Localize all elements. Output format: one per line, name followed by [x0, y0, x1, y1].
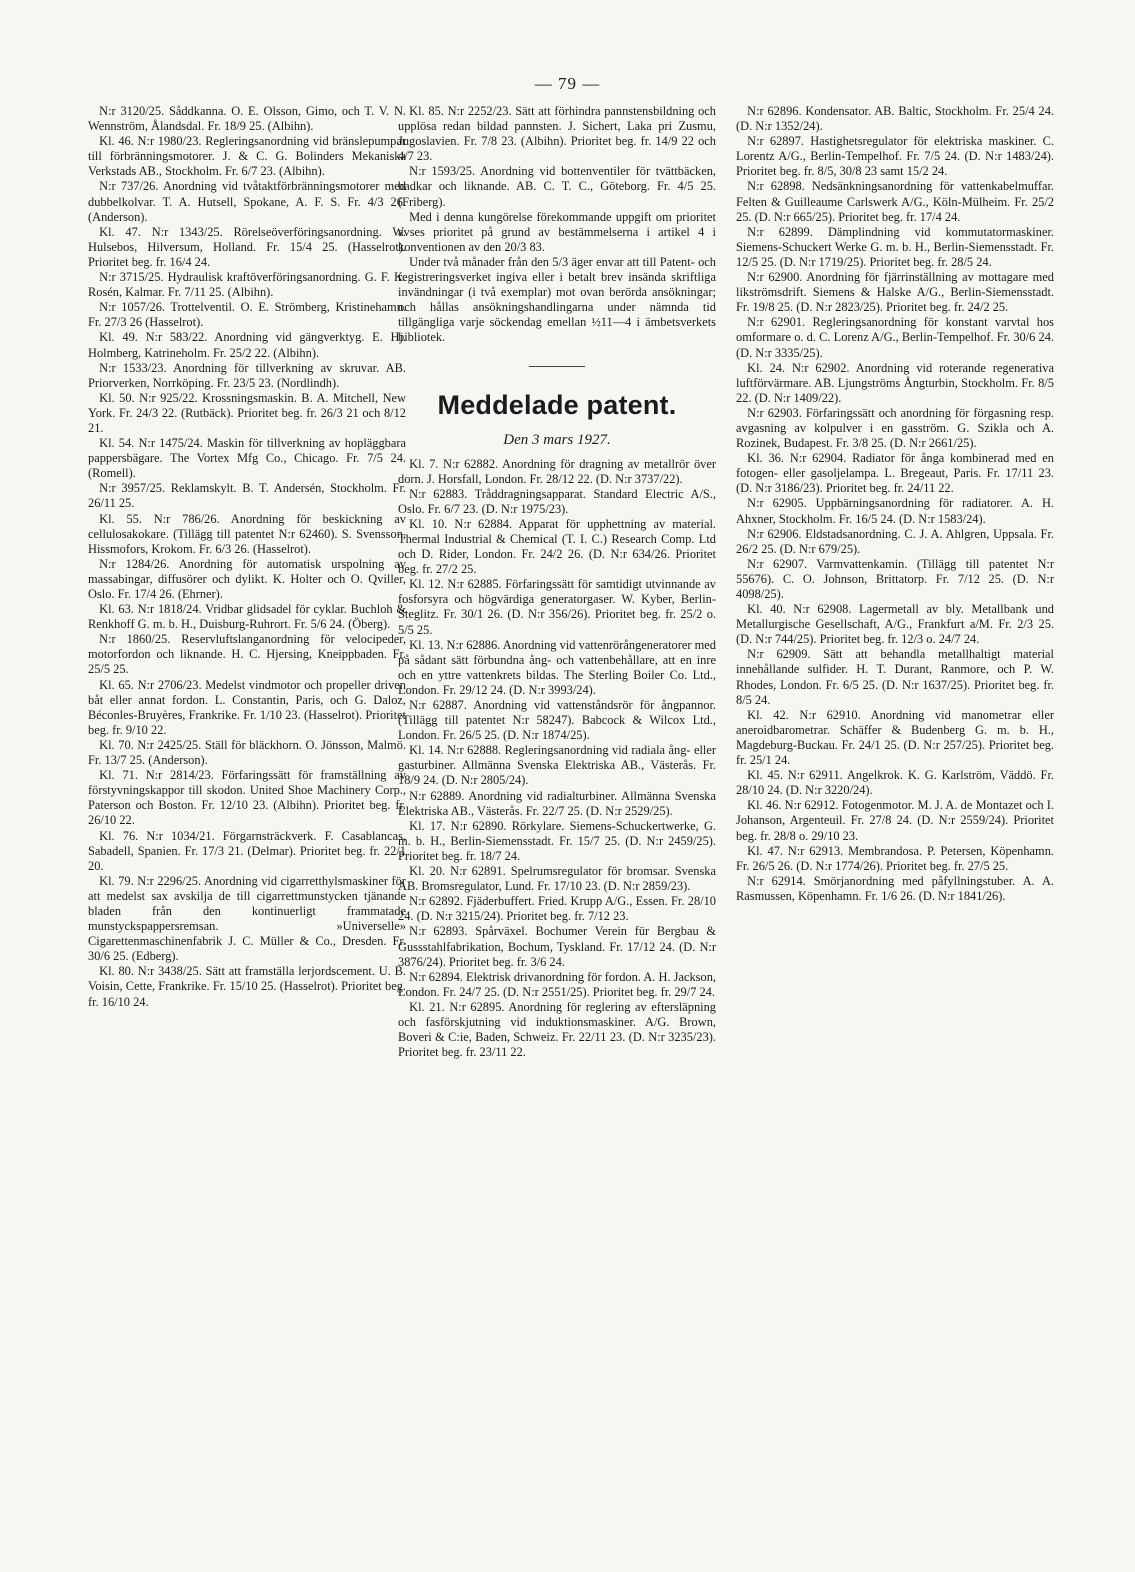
entry: Kl. 46. N:r 1980/23. Regleringsanordning vid bränslepumpar till förbränningsmotorer. J. & C. G. Bolinders Mekaniska Verkstads AB., Stockholm. Fr. 6/7 23. (Albihn). — [88, 134, 406, 179]
patent-entry: Kl. 24. N:r 62902. Anordning vid roterande regenerativa luftförvärmare. AB. Ljungströms Ångturbin, Stockholm. Fr. 8/5 22. (D. N:r 1409/22). — [736, 360, 1054, 405]
patent-entry: Kl. 47. N:r 62913. Membrandosa. P. Petersen, Köpenhamn. Fr. 26/5 26. (D. N:r 1774/26). Prioritet beg. fr. 27/5 25. — [736, 843, 1054, 873]
section-divider — [529, 366, 585, 367]
patent-entry: Kl. 14. N:r 62888. Regleringsanordning vid radiala ång- eller gasturbiner. Allmänna Svenska Elektriska AB., Västerås. Fr. 18/9 24. (D. N:r 2805/24). — [398, 743, 716, 788]
patent-entry: Kl. 20. N:r 62891. Spelrumsregulator för bromsar. Svenska AB. Bromsregulator, Lund. Fr. 17/10 23. (D. N:r 2859/23). — [398, 864, 716, 894]
entry: Kl. 85. N:r 2252/23. Sätt att förhindra pannstensbildning och upplösa redan bildad pannsten. J. Sichert, Laka pri Zusmu, Jugoslavien. Fr. 7/8 23. (Albihn). Prioritet beg. fr. 14/9 22 och 4/7 23. — [398, 104, 716, 164]
patent-entry: N:r 62893. Spårväxel. Bochumer Verein für Bergbau & Gussstahlfabrikation, Bochum, Tyskland. Fr. 17/12 24. (D. N:r 3876/24). Prioritet beg. fr. 3/6 24. — [398, 924, 716, 969]
entry: N:r 737/26. Anordning vid tvåtaktförbränningsmotorer med dubbelkolvar. T. A. Hutsell, Spokane, A. F. S. Fr. 4/3 26. (Anderson). — [88, 179, 406, 224]
entry: N:r 1284/26. Anordning för automatisk urspolning av massabingar, diffusörer och dylikt. K. Holter och O. Qviller, Oslo. Fr. 17/4 26. (Ehrner). — [88, 556, 406, 601]
entry: Kl. 63. N:r 1818/24. Vridbar glidsadel för cyklar. Buchloh & Renkhoff G. m. b. H., Duisburg-Ruhrort. Fr. 5/6 24. (Öberg). — [88, 602, 406, 632]
patent-entry: N:r 62909. Sätt att behandla metallhaltigt material innehållande sulfider. H. T. Durant, Ranmore, och P. W. Rhodes, London. Fr. 6/5 25. (D. N:r 1637/25). Prioritet beg. fr. 8/5 24. — [736, 647, 1054, 707]
section-date: Den 3 mars 1927. — [503, 431, 611, 448]
column-middle — [398, 104, 716, 1060]
patent-entry: N:r 62889. Anordning vid radialturbiner. Allmänna Svenska Elektriska AB., Västerås. Fr. 22/7 25. (D. N:r 2529/25). — [398, 788, 716, 818]
entry: Kl. 49. N:r 583/22. Anordning vid gängverktyg. E. Hj. Holmberg, Katrineholm. Fr. 25/2 22. (Albihn). — [88, 330, 406, 360]
notice-priority: Med i denna kungörelse förekommande uppgift om prioritet avses prioritet på grund av bestämmelserna i artikel 4 i konventionen av den 20/3 83. — [398, 209, 716, 254]
patent-entry: N:r 62898. Nedsänkningsanordning för vattenkabelmuffar. Felten & Guilleaume Carlswerk A/G., Köln-Mülheim. Fr. 25/2 25. (D. N:r 665/25). Prioritet beg. fr. 17/4 24. — [736, 179, 1054, 224]
patent-entry: N:r 62903. Förfaringssätt och anordning för förgasning resp. avgasning av kolpulver i en gasström. G. Szikla och A. Rozinek, Budapest. Fr. 3/8 25. (D. N:r 2661/25). — [736, 405, 1054, 451]
entry: Kl. 65. N:r 2706/23. Medelst vindmotor och propeller driven båt eller annat fordon. L. Constantin, Paris, och G. Daloz, Béconles-Bruyères, Frankrike. Fr. 1/10 23. (Hasselrot). Prioritet beg. fr. 9/10 22. — [88, 677, 406, 737]
patent-entry: N:r 62901. Regleringsanordning för konstant varvtal hos omformare o. d. C. Lorenz A/G., Berlin-Tempelhof. Fr. 30/6 24. (D. N:r 3335/25). — [736, 315, 1054, 360]
entry: Kl. 79. N:r 2296/25. Anordning vid cigarretthylsmaskiner för att medelst sax avskilja de till cigarrettmunstycken tjänande bladen från den kontinuerligt frammatade munstyckspappersremsan. »Universelle» Cigarettenmaschinenfabrik J. C. Müller & Co., Dresden. Fr. 30/6 25. (Edberg). — [88, 873, 406, 964]
patent-entry: N:r 62883. Tråddragningsapparat. Standard Electric A/S., Oslo. Fr. 6/7 23. (D. N:r 1975/23). — [398, 486, 716, 516]
patent-entry: Kl. 21. N:r 62895. Anordning för reglering av eftersläpning och fasförskjutning vid induktionsmaskiner. A/G. Brown, Boveri & C:ie, Baden, Schweiz. Fr. 22/11 23. (D. N:r 3235/23). Prioritet beg. fr. 23/11 22. — [398, 999, 716, 1060]
patent-entry: N:r 62892. Fjäderbuffert. Fried. Krupp A/G., Essen. Fr. 28/10 24. (D. N:r 3215/24). Prioritet beg. fr. 7/12 23. — [398, 894, 716, 924]
entry: Kl. 70. N:r 2425/25. Ställ för bläckhorn. O. Jönsson, Malmö. Fr. 13/7 25. (Anderson). — [88, 737, 406, 768]
patent-entry: N:r 62896. Kondensator. AB. Baltic, Stockholm. Fr. 25/4 24. (D. N:r 1352/24). — [736, 104, 1054, 134]
section-title: Meddelade patent. — [437, 389, 677, 420]
entry: N:r 1593/25. Anordning vid bottenventiler för tvättbäcken, badkar och liknande. AB. C. T. C., Göteborg. Fr. 4/5 25. (Friberg). — [398, 164, 716, 209]
patent-entry: N:r 62914. Smörjanordning med påfyllningstuber. A. A. Rasmussen, Köpenhamn. Fr. 1/6 26. (D. N:r 1841/26). — [736, 873, 1054, 903]
patent-entry: N:r 62899. Dämplindning vid kommutatormaskiner. Siemens-Schuckert Werke G. m. b. H., Berlin-Siemensstadt. Fr. 12/5 25. (D. N:r 1719/25). Prioritet beg. fr. 28/5 24. — [736, 224, 1054, 269]
patent-entry: N:r 62900. Anordning för fjärrinställning av mottagare med likströmsdrift. Siemens & Halske A/G., Berlin-Siemensstadt. Fr. 19/8 25. (D. N:r 2823/25). Prioritet beg. fr. 24/2 25. — [736, 270, 1054, 315]
column-left — [88, 104, 406, 1010]
patent-entry: Kl. 13. N:r 62886. Anordning vid vattenrörångeneratorer med på sådant sätt förbundna ång- och vattenbehållare, att en inre och en yttre vattenkrets bildas. The Sterling Boiler Co. Ltd., London. Fr. 29/12 24. (D. N:r 3993/24). — [398, 637, 716, 697]
entry: Kl. 47. N:r 1343/25. Rörelseöverföringsanordning. W. Hulsebos, Hilversum, Holland. Fr. 15/4 25. (Hasselrot). Prioritet beg. fr. 16/4 24. — [88, 224, 406, 269]
notice-objections: Under två månader från den 5/3 äger envar att till Patent- och registreringsverket ingiva eller i betalt brev insända skriftliga invändningar (i två exemplar) mot ovan berörda ansökningar; och hållas ansökningshandlingarna under nämnda tid tillgängliga varje söckendag emellan ½11—4 i ämbetsverkets bibliotek. — [398, 254, 716, 345]
patent-entry: N:r 62907. Varmvattenkamin. (Tillägg till patentet N:r 55676). C. O. Johnson, Brittatorp. Fr. 7/12 25. (D. N:r 4098/25). — [736, 556, 1054, 601]
entry: Kl. 76. N:r 1034/21. Förgarnsträckverk. F. Casablancas, Sabadell, Spanien. Fr. 17/3 21. (Delmar). Prioritet beg. fr. 22/1 20. — [88, 828, 406, 873]
entry: N:r 1533/23. Anordning för tillverkning av skruvar. AB. Priorverken, Norrköping. Fr. 23/5 23. (Nordlindh). — [88, 360, 406, 390]
page-number: — 79 — — [534, 74, 601, 93]
entry: Kl. 55. N:r 786/26. Anordning för beskickning av cellulosakokare. (Tillägg till patentet N:r 62460). S. Svensson, Hissmofors, Krokom. Fr. 6/3 26. (Hasselrot). — [88, 511, 406, 556]
patent-entry: Kl. 46. N:r 62912. Fotogenmotor. M. J. A. de Montazet och I. Johanson, Argenteuil. Fr. 27/8 24. (D. N:r 2559/24). Prioritet beg. fr. 28/8 o. 29/10 23. — [736, 798, 1054, 843]
patent-entry: Kl. 36. N:r 62904. Radiator för ånga kombinerad med en fotogen- eller gasoljelampa. L. Bregeaut, Paris. Fr. 17/11 23. (D. N:r 3186/23). Prioritet beg. fr. 24/11 22. — [736, 451, 1054, 496]
entry: Kl. 71. N:r 2814/23. Förfaringssätt för framställning av förstyvningskappor till skodon. United Shoe Machinery Corp., Paterson och Boston. Fr. 12/10 23. (Albihn). Prioritet beg. fr. 26/10 22. — [88, 768, 406, 828]
patent-entry: N:r 62905. Uppbärningsanordning för radiatorer. A. H. Ahxner, Stockholm. Fr. 16/5 24. (D. N:r 1583/24). — [736, 496, 1054, 526]
patent-entry: Kl. 12. N:r 62885. Förfaringssätt för samtidigt utvinnande av fosforsyra och högvärdiga generatorgaser. W. Kyber, Berlin-Steglitz. Fr. 30/1 26. (D. N:r 356/26). Prioritet beg. fr. 25/2 o. 5/5 25. — [398, 577, 716, 637]
column-right — [736, 104, 1054, 904]
patent-entry: Kl. 42. N:r 62910. Anordning vid manometrar eller aneroidbarometrar. Schäffer & Budenberg G. m. b. H., Magdeburg-Buckau. Fr. 24/1 25. (D. N:r 257/25). Prioritet beg. fr. 25/1 24. — [736, 707, 1054, 768]
patent-entry: Kl. 45. N:r 62911. Angelkrok. K. G. Karlström, Väddö. Fr. 28/10 24. (D. N:r 3220/24). — [736, 768, 1054, 798]
patent-entry: Kl. 17. N:r 62890. Rörkylare. Siemens-Schuckertwerke, G. m. b. H., Berlin-Siemensstadt. Fr. 15/7 25. (D. N:r 2459/25). Prioritet beg. fr. 18/7 24. — [398, 818, 716, 863]
patent-entry: N:r 62887. Anordning vid vattenståndsrör för ångpannor. (Tillägg till patentet N:r 58247). Babcock & Wilcox Ltd., London. Fr. 26/5 25. (D. N:r 1874/25). — [398, 698, 716, 743]
entry: Kl. 54. N:r 1475/24. Maskin för tillverkning av hopläggbara pappersbägare. The Vortex Mfg Co., Chicago. Fr. 7/5 24. (Romell). — [88, 436, 406, 481]
patent-entry: N:r 62897. Hastighetsregulator för elektriska maskiner. C. Lorentz A/G., Berlin-Tempelhof. Fr. 7/5 24. (D. N:r 1483/24). Prioritet beg. fr. 8/5, 30/8 23 samt 15/2 24. — [736, 134, 1054, 179]
entry: Kl. 50. N:r 925/22. Krossningsmaskin. B. A. Mitchell, New York. Fr. 24/3 22. (Rutbäck). Prioritet beg. fr. 26/3 21 och 8/12 21. — [88, 390, 406, 435]
patent-entry: N:r 62894. Elektrisk drivanordning för fordon. A. H. Jackson, London. Fr. 24/7 25. (D. N:r 2551/25). Prioritet beg. fr. 29/7 24. — [398, 969, 716, 999]
patent-entry: Kl. 7. N:r 62882. Anordning för dragning av metallrör över dorn. J. Horsfall, London. Fr. 28/12 22. (D. N:r 3737/22). — [398, 456, 716, 486]
entry: N:r 3120/25. Såddkanna. O. E. Olsson, Gimo, och T. V. N. Wennström, Ålandsdal. Fr. 18/9 25. (Albihn). — [88, 104, 406, 134]
patent-entry: Kl. 10. N:r 62884. Apparat för upphettning av material. Thermal Industrial & Chemical (T. I. C.) Research Comp. Ltd och D. Rider, London. Fr. 24/2 26. (D. N:r 634/26. Prioritet beg. fr. 27/2 25. — [398, 516, 716, 577]
entry: N:r 1860/25. Reservluftslanganordning för velocipeder, motorfordon och liknande. H. C. Hjersing, Kneippbaden. Fr. 25/5 25. — [88, 632, 406, 677]
entry: N:r 3957/25. Reklamskylt. B. T. Andersén, Stockholm. Fr. 26/11 25. — [88, 481, 406, 511]
entry: N:r 1057/26. Trottelventil. O. E. Strömberg, Kristinehamn. Fr. 27/3 26 (Hasselrot). — [88, 300, 406, 330]
patent-entry: N:r 62906. Eldstadsanordning. C. J. A. Ahlgren, Uppsala. Fr. 26/2 25. (D. N:r 679/25). — [736, 526, 1054, 556]
patent-entry: Kl. 40. N:r 62908. Lagermetall av bly. Metallbank und Metallurgische Gesellschaft, A/G., Frankfurt a/M. Fr. 2/3 25. (D. N:r 744/25). Prioritet beg. fr. 12/3 o. 24/7 24. — [736, 602, 1054, 647]
entry: Kl. 80. N:r 3438/25. Sätt att framställa lerjordscement. U. B. Voisin, Cette, Frankrike. Fr. 15/10 25. (Hasselrot). Prioritet beg. fr. 16/10 24. — [88, 964, 406, 1009]
entry: N:r 3715/25. Hydraulisk kraftöverföringsanordning. G. F. K. Rosén, Kalmar. Fr. 7/11 25. (Albihn). — [88, 270, 406, 300]
